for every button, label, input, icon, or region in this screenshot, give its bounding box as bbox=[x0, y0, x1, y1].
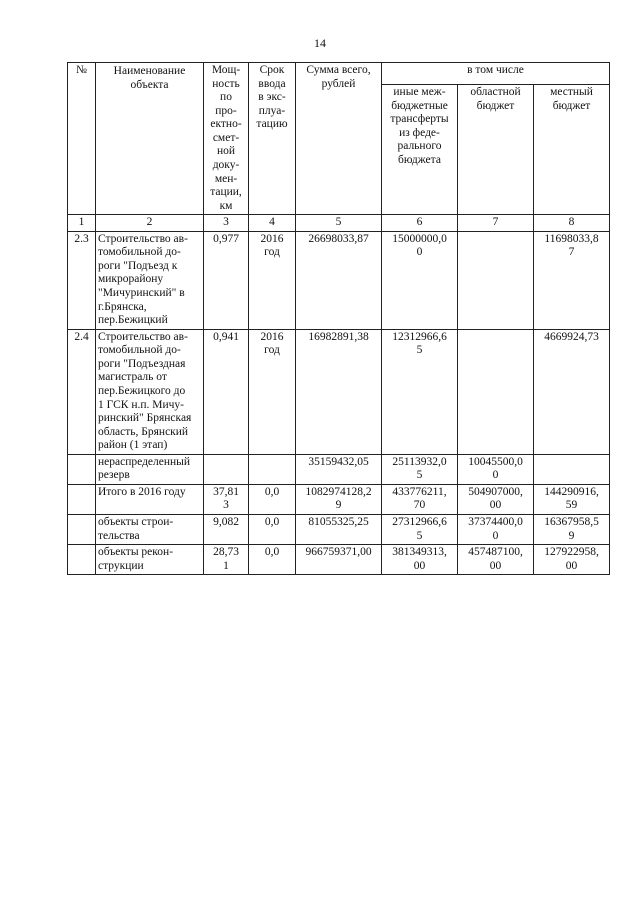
column-number: 6 bbox=[382, 215, 458, 232]
header-no: № bbox=[68, 63, 96, 215]
column-number: 7 bbox=[458, 215, 534, 232]
local-budget-value: 11698033,8 7 bbox=[534, 231, 610, 329]
local-budget-value: 144290916, 59 bbox=[534, 484, 610, 514]
table-row bbox=[68, 329, 610, 454]
power-value: 37,81 3 bbox=[204, 484, 249, 514]
construction-budget-table bbox=[67, 62, 610, 575]
term-value: 0,0 bbox=[249, 545, 296, 575]
other-transfers-value: 15000000,0 0 bbox=[382, 231, 458, 329]
regional-budget-value: 504907000, 00 bbox=[458, 484, 534, 514]
power-value: 0,941 bbox=[204, 329, 249, 454]
row-number bbox=[68, 454, 96, 484]
column-number: 8 bbox=[534, 215, 610, 232]
table-row bbox=[68, 231, 610, 329]
header-row-top bbox=[68, 63, 610, 85]
other-transfers-value: 433776211, 70 bbox=[382, 484, 458, 514]
regional-budget-value bbox=[458, 329, 534, 454]
row-number: 2.4 bbox=[68, 329, 96, 454]
header-regional-budget: областной бюджет bbox=[458, 85, 534, 215]
term-value: 2016 год bbox=[249, 231, 296, 329]
object-name: Строительство ав- томобильной до- роги "Подъезд к микрорайону "Мичуринский" в г.Брянска, пер.Бежицкий bbox=[96, 231, 204, 329]
local-budget-value bbox=[534, 454, 610, 484]
table-row bbox=[68, 515, 610, 545]
header-power: Мощ- ность по про- ектно- смет- ной доку- мен- тации, км bbox=[204, 63, 249, 215]
object-name: объекты строи- тельства bbox=[96, 515, 204, 545]
regional-budget-value bbox=[458, 231, 534, 329]
object-name: Строительство ав- томобильной до- роги "Подъездная магистраль от пер.Бежицкого до 1 ГСК н.п. Мичу- ринский" Брянская область, Брянский район (1 этап) bbox=[96, 329, 204, 454]
power-value bbox=[204, 454, 249, 484]
sum-value: 1082974128,2 9 bbox=[296, 484, 382, 514]
header-other-transfers: иные меж- бюджетные трансферты из феде- рального бюджета bbox=[382, 85, 458, 215]
sum-value: 26698033,87 bbox=[296, 231, 382, 329]
column-number: 4 bbox=[249, 215, 296, 232]
row-number bbox=[68, 545, 96, 575]
row-number bbox=[68, 515, 96, 545]
term-value: 0,0 bbox=[249, 484, 296, 514]
regional-budget-value: 37374400,0 0 bbox=[458, 515, 534, 545]
column-number: 3 bbox=[204, 215, 249, 232]
term-value: 0,0 bbox=[249, 515, 296, 545]
header-sum: Сумма всего, рублей bbox=[296, 63, 382, 215]
term-value bbox=[249, 454, 296, 484]
regional-budget-value: 457487100, 00 bbox=[458, 545, 534, 575]
sum-value: 966759371,00 bbox=[296, 545, 382, 575]
table-row bbox=[68, 545, 610, 575]
header-term: Срок ввода в экс- плуа- тацию bbox=[249, 63, 296, 215]
other-transfers-value: 27312966,6 5 bbox=[382, 515, 458, 545]
column-number: 2 bbox=[96, 215, 204, 232]
table-row bbox=[68, 484, 610, 514]
column-number: 1 bbox=[68, 215, 96, 232]
column-number: 5 bbox=[296, 215, 382, 232]
power-value: 9,082 bbox=[204, 515, 249, 545]
term-value: 2016 год bbox=[249, 329, 296, 454]
column-number-row bbox=[68, 215, 610, 232]
object-name: объекты рекон- струкции bbox=[96, 545, 204, 575]
sum-value: 81055325,25 bbox=[296, 515, 382, 545]
sum-value: 16982891,38 bbox=[296, 329, 382, 454]
object-name: нераспределенный резерв bbox=[96, 454, 204, 484]
regional-budget-value: 10045500,0 0 bbox=[458, 454, 534, 484]
row-number bbox=[68, 484, 96, 514]
page-number: 14 bbox=[314, 36, 326, 50]
row-number: 2.3 bbox=[68, 231, 96, 329]
local-budget-value: 4669924,73 bbox=[534, 329, 610, 454]
table-row bbox=[68, 454, 610, 484]
local-budget-value: 16367958,5 9 bbox=[534, 515, 610, 545]
header-local-budget: местный бюджет bbox=[534, 85, 610, 215]
header-including: в том числе bbox=[382, 63, 610, 85]
object-name: Итого в 2016 году bbox=[96, 484, 204, 514]
power-value: 28,73 1 bbox=[204, 545, 249, 575]
sum-value: 35159432,05 bbox=[296, 454, 382, 484]
local-budget-value: 127922958, 00 bbox=[534, 545, 610, 575]
header-name: Наименование объекта bbox=[96, 63, 204, 215]
other-transfers-value: 12312966,6 5 bbox=[382, 329, 458, 454]
other-transfers-value: 25113932,0 5 bbox=[382, 454, 458, 484]
other-transfers-value: 381349313, 00 bbox=[382, 545, 458, 575]
power-value: 0,977 bbox=[204, 231, 249, 329]
